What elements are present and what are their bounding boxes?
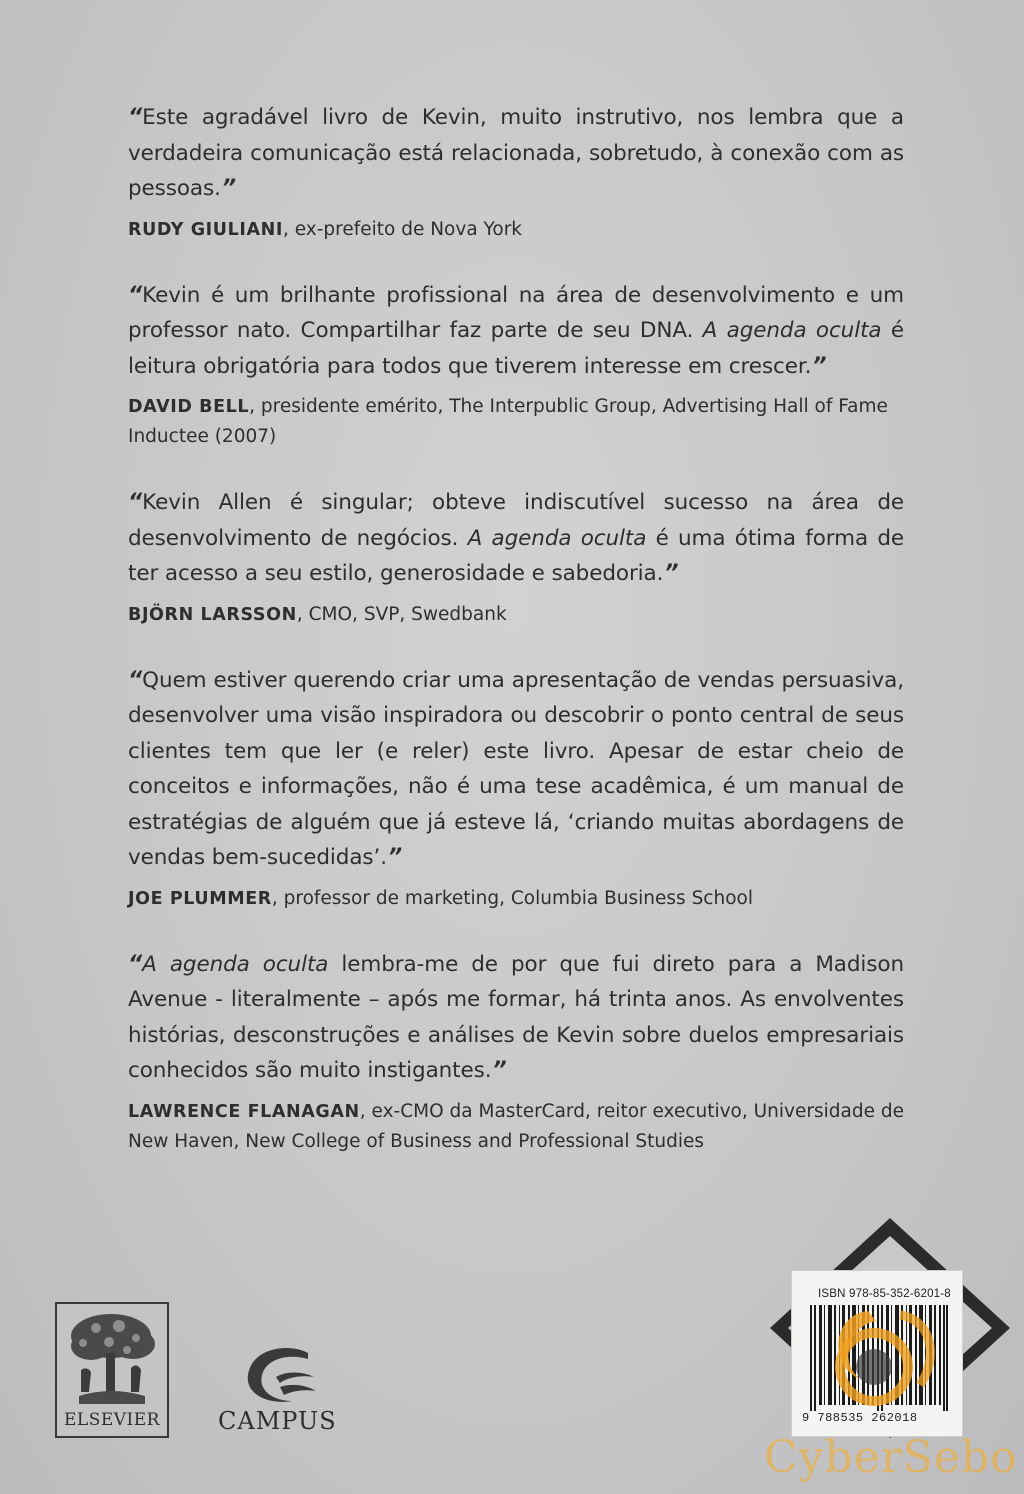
quote-text: “Este agradável livro de Kevin, muito instrutivo, nos lembra que a verdadeira comunicação está relacionada, sobretudo, à conexão com as pessoas.” bbox=[128, 105, 904, 201]
open-quote-icon: “ bbox=[128, 951, 141, 977]
author-role: , professor de marketing, Columbia Business School bbox=[271, 887, 753, 909]
author-name: BJÖRN LARSSON bbox=[128, 604, 297, 625]
testimonial-giuliani bbox=[128, 100, 904, 245]
testimonial-bell bbox=[128, 278, 904, 453]
quote-attribution bbox=[128, 1097, 904, 1157]
quote-attribution bbox=[128, 884, 904, 914]
elsevier-logo bbox=[55, 1302, 169, 1438]
isbn-label: ISBN 978-85-352-6201-8 bbox=[818, 1288, 951, 1300]
testimonials bbox=[128, 100, 904, 1190]
open-quote-icon: “ bbox=[128, 490, 141, 515]
author-name: JOE PLUMMER bbox=[128, 888, 272, 909]
testimonial-flanagan bbox=[128, 947, 904, 1157]
author-role: , ex-CMO da MasterCard, reitor executivo, Universidade de New Haven, New College of Business and Professional Studies bbox=[128, 1100, 904, 1152]
testimonial-larsson bbox=[128, 485, 904, 630]
author-role: , CMO, SVP, Swedbank bbox=[296, 603, 507, 625]
testimonial-plummer bbox=[128, 663, 904, 914]
campus-logo bbox=[218, 1345, 358, 1445]
quote-text: “Quem estiver querendo criar uma apresentação de vendas persuasiva, desenvolver uma visão inspiradora ou descobrir o ponto central de seus clientes tem que ler (e reler) este livro. Apesar de estar cheio de conceitos e informações, não é uma tese acadêmica, é um manual de estratégias de alguém que já esteve lá, ‘criando muitas abordagens de vendas bem-sucedidas’.” bbox=[128, 667, 904, 870]
watermark-text: CyberSebo bbox=[764, 1432, 1018, 1483]
close-quote-icon: ” bbox=[812, 353, 825, 379]
open-quote-icon: “ bbox=[128, 105, 141, 130]
quote-text: “Kevin Allen é singular; obteve indiscutível sucesso na área de desenvolvimento de negócios. A agenda oculta é uma ótima forma de ter acesso a seu estilo, generosidade e sabedoria.” bbox=[128, 490, 904, 586]
quote-text: “A agenda oculta lembra-me de por que fui direto para a Madison Avenue - literalmente – após me formar, há trinta anos. As envolventes histórias, desconstruções e análises de Kevin sobre duelos empresariais conhecidos são muito instigantes.” bbox=[128, 951, 904, 1083]
book-title: A agenda oculta bbox=[702, 318, 882, 343]
campus-label: CAMPUS bbox=[218, 1407, 337, 1435]
book-title: A agenda oculta bbox=[142, 951, 329, 977]
isbn-digits: 9 788535 262018 bbox=[802, 1411, 918, 1425]
barcode-bars bbox=[810, 1305, 948, 1411]
elsevier-label: ELSEVIER bbox=[64, 1410, 160, 1430]
campus-swirl-icon bbox=[230, 1345, 330, 1405]
author-name: DAVID BELL bbox=[128, 397, 250, 417]
open-quote-icon: “ bbox=[128, 282, 141, 308]
quote-attribution bbox=[128, 215, 904, 245]
author-role: , presidente emérito, The Interpublic Group, Advertising Hall of Fame Inductee (2007) bbox=[128, 396, 888, 447]
quote-attribution bbox=[128, 600, 904, 630]
quote-text: “Kevin é um brilhante profissional na área de desenvolvimento e um professor nato. Compartilhar faz parte de seu DNA. A agenda oculta é leitura obrigatória para todos que tiverem interesse em crescer.” bbox=[128, 282, 904, 379]
tree-icon bbox=[61, 1308, 163, 1408]
open-quote-icon: “ bbox=[128, 667, 141, 693]
close-quote-icon: ” bbox=[221, 176, 235, 201]
author-name: LAWRENCE FLANAGAN bbox=[128, 1101, 360, 1122]
close-quote-icon: ” bbox=[492, 1058, 505, 1083]
close-quote-icon: ” bbox=[388, 845, 401, 870]
author-role: , ex-prefeito de Nova York bbox=[282, 218, 523, 240]
quote-attribution bbox=[128, 392, 904, 452]
author-name: RUDY GIULIANI bbox=[128, 219, 283, 240]
close-quote-icon: ” bbox=[664, 561, 677, 586]
book-title: A agenda oculta bbox=[467, 525, 647, 551]
isbn-barcode bbox=[791, 1270, 963, 1437]
